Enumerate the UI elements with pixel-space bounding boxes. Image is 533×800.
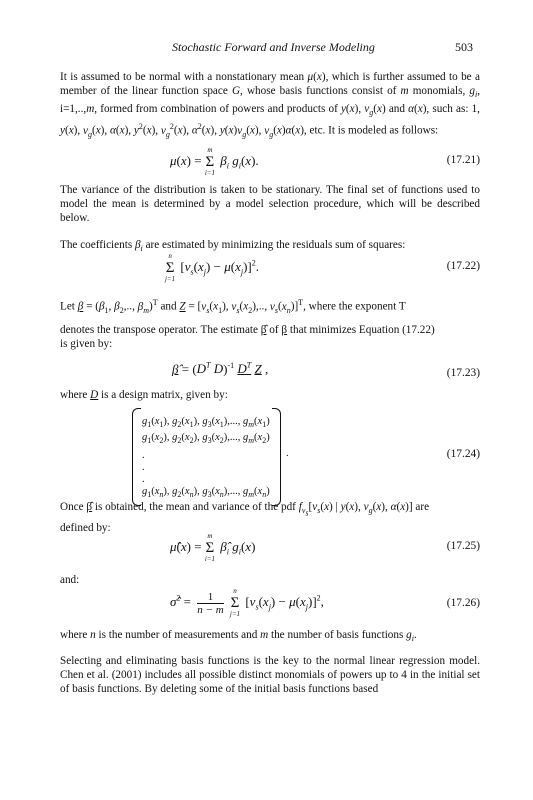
equation-number: (17.23) bbox=[446, 367, 480, 379]
paragraph-4: Let $\beta = (\beta_1$, $\beta_2$,.., $\beta_m)^T$ and $Z = [v_s(x_1)$, $v_s(x_2)$,.., $v_s(x_n)]^T$, where the exponent T bbox=[60, 298, 406, 315]
paragraph-1: It is assumed to be normal with a nonstationary mean μ(x), which is further assumed to be a member of the linear function space G, whose basis functions consist of m monomials, $g_i$, i=1,..,m, formed from combination of powers and products of y(x), $v_g(x)$ and α(x), such as: 1, y(x), $v_g(x)$, α(x), $y^2(x)$, $v_g^2(x)$, $\alpha^2(x)$, $y(x)v_g(x)$, $v_g(x)\alpha(x)$, etc. It is modeled as follows: bbox=[60, 71, 480, 140]
paragraph-8: Once β̂ is obtained, the mean and variance of the pdf $f_{v_s}[v_s(x)$ | y(x), $v_g(x)$, α(x)] are defined by: bbox=[60, 501, 430, 534]
equation-17-24 bbox=[60, 408, 480, 508]
equation-number: (17.21) bbox=[446, 154, 480, 166]
page-number: 503 bbox=[455, 40, 473, 54]
equation-17-22: n Σ j=1 $[v_s(x_j) - \mu(x_j)]^2$. (17.22) bbox=[165, 252, 480, 283]
equation-number: (17.25) bbox=[446, 540, 480, 552]
paragraph-11: where n is the number of measurements and m the number of basis functions $g_i$. bbox=[60, 629, 417, 644]
page-header bbox=[0, 40, 533, 56]
design-matrix: $g_1(x_1)$, $g_2(x_1)$, $g_3(x_1)$,..., $g_m(x_1)$ $g_1(x_2)$, $g_2(x_2)$, $g_3(x_2)$,..., $g_m(x_2)$ . . . $g_1(x_n)$, $g_2(x_n)$, $g_3(x_n)$,..., $g_m(x_n)$ . bbox=[132, 408, 382, 504]
equation-17-25: μ̂(x) = m Σ i=1 $\betâ_i$ $g_i(x)$ (17.25) bbox=[170, 532, 480, 563]
equation-17-21: μ(x) = m Σ i=1 $\beta_i$ $g_i(x)$. (17.21) bbox=[170, 146, 480, 177]
equation-17-23: β̂ = ($D^T$ D)$^{-1}$ $D^T$ Z , (17.23) bbox=[172, 361, 480, 379]
paragraph-2: The variance of the distribution is taken to be stationary. The final set of functions used to model the mean is determined by a model selection procedure, which will be described below. bbox=[60, 184, 480, 224]
equation-number: (17.26) bbox=[446, 597, 480, 609]
equation-number: (17.22) bbox=[446, 260, 480, 272]
paragraph-12: Selecting and eliminating basis functions is the key to the normal linear regression model. Chen et al. (2001) includes all possible distinct monomials of powers up to 4 in the initial set of basis functions. By deleting some of the initial basis functions based bbox=[60, 655, 480, 695]
running-title: Stochastic Forward and Inverse Modeling bbox=[172, 40, 375, 54]
paragraph-5: denotes the transpose operator. The estimate β̂ of β that minimizes Equation (17.22) is given by: bbox=[60, 324, 435, 350]
equation-number: (17.24) bbox=[446, 448, 480, 460]
paragraph-10: and: bbox=[60, 574, 80, 586]
paragraph-7: where D is a design matrix, given by: bbox=[60, 389, 228, 401]
paragraph-3: The coefficients $\beta_i$ are estimated by minimizing the residuals sum of squares: bbox=[60, 239, 406, 254]
equation-17-26: σ̂$^2$ = $\frac{1}{n - m}$ n Σ j=1 $[v_s(x_j) - \mu(x_j)]^2$, (17.26) bbox=[170, 587, 480, 618]
